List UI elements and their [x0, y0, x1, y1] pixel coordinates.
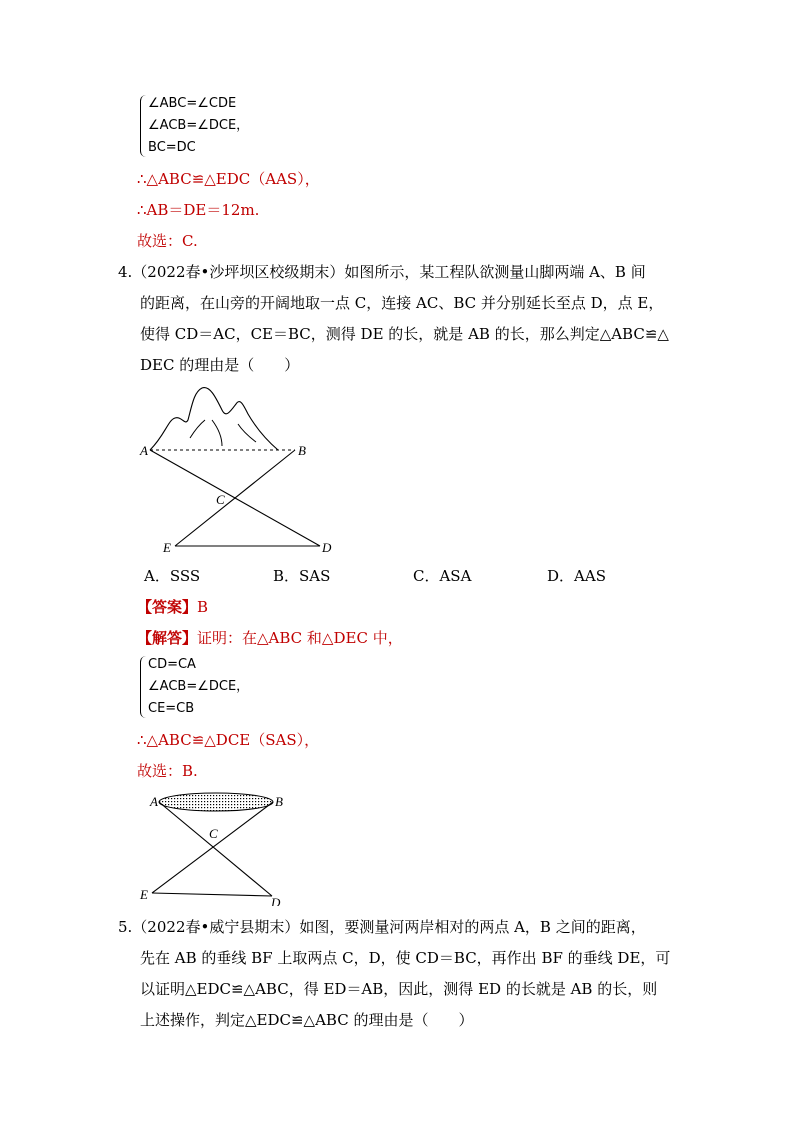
pond-icon — [159, 793, 273, 811]
segment-ed — [152, 893, 272, 896]
pond-figure — [132, 786, 292, 906]
analysis-line — [137, 628, 403, 648]
label-c: C — [216, 492, 225, 507]
system-line: ∠ACB=∠DCE， — [148, 118, 250, 133]
question-4-line: 的距离，在山旁的开阔地取一点 C，连接 AC、BC 并分别延长至点 D，点 E， — [140, 294, 664, 312]
question-5-line: 5.（2022春•威宁县期末）如图，要测量河两岸相对的两点 A，B 之间的距离， — [118, 918, 646, 936]
label-c: C — [209, 826, 218, 841]
analysis-text: 证明：在△ABC 和△DEC 中， — [197, 629, 403, 647]
question-5-line: 上述操作，判定△EDC≌△ABC 的理由是（ ） — [140, 1011, 474, 1029]
option-d: D．AAS — [547, 567, 606, 585]
option-b: B．SAS — [273, 567, 331, 585]
segment-be — [175, 450, 295, 546]
answer-tag: 【答案】 — [137, 598, 198, 616]
label-b: B — [298, 443, 306, 458]
choice-line: 故选：C. — [137, 232, 198, 250]
segment-be — [152, 802, 273, 893]
question-4-line: 使得 CD＝AC，CE＝BC，测得 DE 的长，就是 AB 的长，那么判定△ABC≌△ — [140, 325, 669, 343]
system-line: CD=CA — [148, 657, 196, 672]
label-b: B — [275, 794, 283, 809]
question-5-line: 先在 AB 的垂线 BF 上取两点 C，D，使 CD＝BC，再作出 BF 的垂线 DE，可 — [140, 949, 671, 967]
mountain-figure — [130, 380, 350, 560]
therefore-line: ∴AB＝DE＝12m. — [137, 201, 260, 219]
equation-system-brace — [140, 656, 147, 718]
question-4-line: 4.（2022春•沙坪坝区校级期末）如图所示，某工程队欲测量山脚两端 A、B 间 — [118, 263, 646, 281]
question-5-line: 以证明△EDC≌△ABC，得 ED＝AB，因此，测得 ED 的长就是 AB 的长，则 — [140, 980, 658, 998]
analysis-tag: 【解答】 — [137, 629, 198, 647]
label-a: A — [140, 443, 148, 458]
system-line: CE=CB — [148, 701, 195, 716]
system-line: ∠ABC=∠CDE — [148, 96, 237, 111]
label-d: D — [322, 540, 332, 555]
option-a: A．SSS — [144, 567, 201, 585]
answer-line — [137, 597, 208, 617]
equation-system-brace — [140, 95, 147, 157]
therefore-line: ∴△ABC≌△EDC（AAS）， — [137, 170, 320, 188]
label-d: D — [271, 895, 281, 906]
label-e: E — [163, 540, 171, 555]
label-a: A — [150, 794, 158, 809]
choice-line: 故选：B. — [137, 762, 198, 780]
system-line: BC=DC — [148, 140, 196, 155]
option-c: C．ASA — [413, 567, 472, 585]
therefore-line: ∴△ABC≌△DCE（SAS）， — [137, 731, 320, 749]
label-e: E — [140, 887, 148, 902]
system-line: ∠ACB=∠DCE， — [148, 679, 250, 694]
answer-value: B — [197, 598, 209, 616]
mountain-outline-icon — [150, 388, 278, 450]
question-4-line: DEC 的理由是（ ） — [140, 356, 300, 374]
